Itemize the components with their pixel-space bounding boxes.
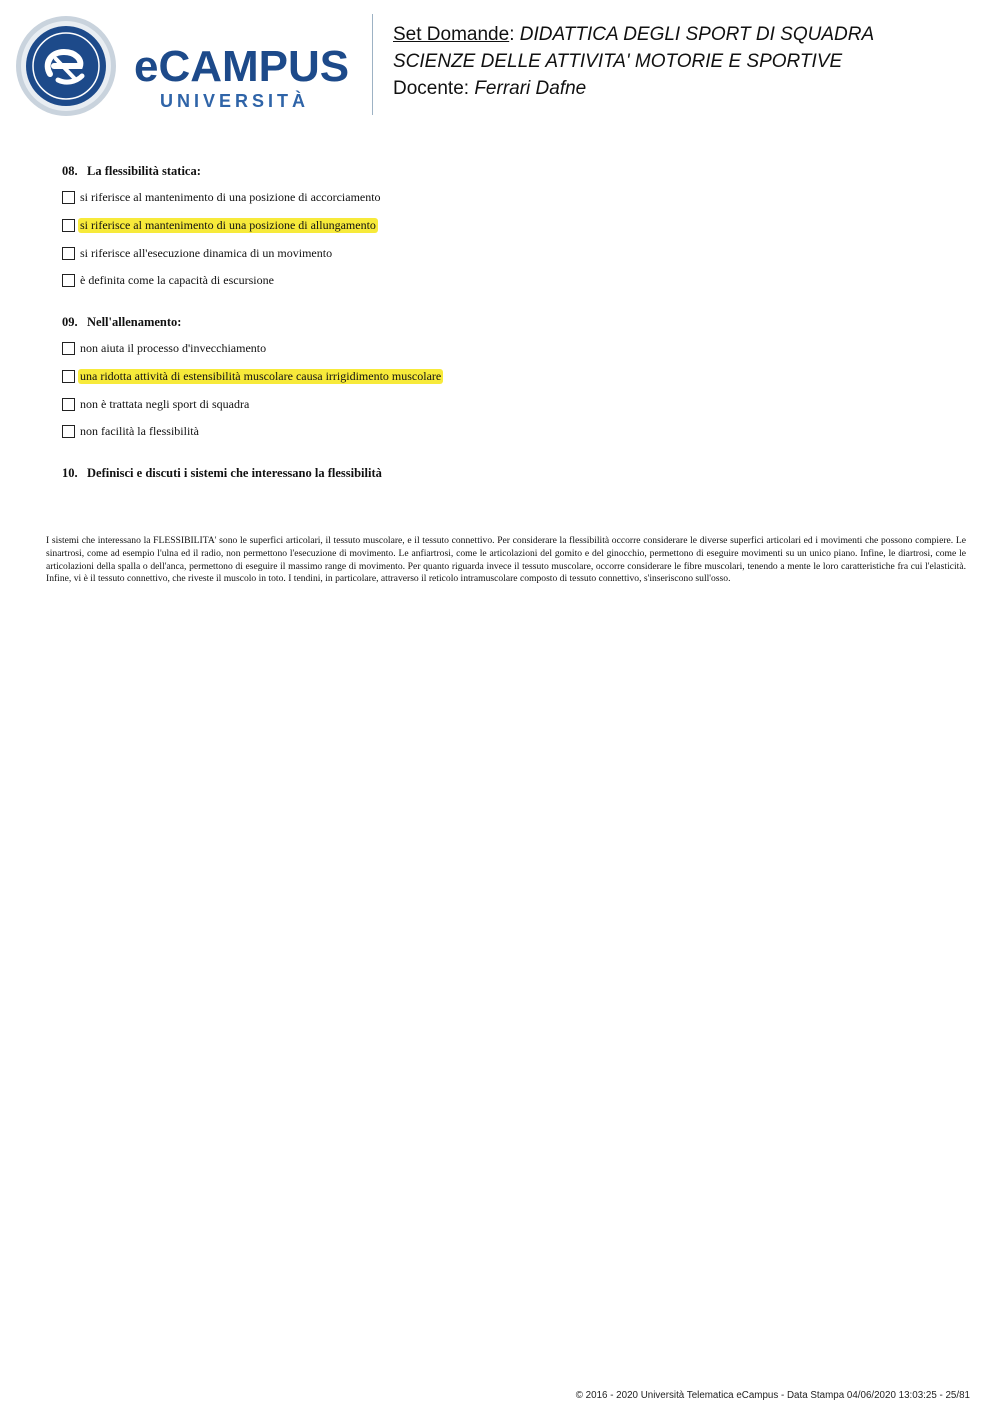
q09-option-1[interactable]	[62, 340, 268, 356]
checkbox[interactable]	[62, 191, 75, 204]
q08-option-2[interactable]	[62, 217, 378, 233]
option-text: una ridotta attività di estensibilità muscolare causa irrigidimento muscolare	[80, 368, 442, 383]
q08-option-3[interactable]	[62, 245, 334, 261]
svg-text:eCAMPUS: eCAMPUS	[134, 42, 350, 91]
question-09	[62, 315, 181, 330]
header-info	[393, 21, 874, 102]
option-text: è definita come la capacità di escursione	[80, 272, 274, 287]
option-text: si riferisce al mantenimento di una posizione di accorciamento	[80, 189, 381, 204]
checkbox[interactable]	[62, 219, 75, 232]
checkbox[interactable]	[62, 425, 75, 438]
question-text: La flessibilità statica:	[87, 164, 201, 178]
answer-text: I sistemi che interessano la FLESSIBILITA' sono le superfici articolari, il tessuto muscolare, e il tessuto connettivo. Per considerare la flessibilità occorre considerare le diverse superfici articolari ed i movimenti che possono compiere. Le sinartrosi, come ad esempio l'ulna ed il radio, non permettono l'esecuzione di movimento. Le anfiartrosi, come le articolazioni del gomito e del ginocchio, permettono di eseguire movimenti su un unico piano. Infine, le diartrosi, come le articolazioni della spalla o dell'anca, permettono di eseguire il massimo range di movimento. Per quanto riguarda invece il tessuto muscolare, occorre considerare le fibre muscolari, tenendo a mente le loro caratteristiche fra cui l'elasticità. Infine, vi è il tessuto connettivo, che riveste il muscolo in toto. I tendini, in particolare, attraverso il reticolo intramuscolare composto di tessuto connettivo, s'inseriscono sull'osso.	[46, 535, 966, 585]
docente-line	[393, 75, 874, 102]
checkbox[interactable]	[62, 274, 75, 287]
header-divider	[372, 14, 373, 115]
set-title: DIDATTICA DEGLI SPORT DI SQUADRA	[519, 24, 875, 45]
question-number: 10.	[62, 466, 78, 480]
checkbox[interactable]	[62, 247, 75, 260]
ecampus-logo	[14, 14, 364, 118]
question-08	[62, 164, 201, 179]
page-footer: © 2016 - 2020 Università Telematica eCampus - Data Stampa 04/06/2020 13:03:25 - 25/81	[575, 1390, 970, 1401]
question-text: Nell'allenamento:	[87, 315, 182, 329]
checkbox[interactable]	[62, 342, 75, 355]
checkbox[interactable]	[62, 370, 75, 383]
set-colon: :	[509, 24, 520, 45]
course-title: SCIENZE DELLE ATTIVITA' MOTORIE E SPORTIVE	[393, 51, 843, 72]
q09-option-2[interactable]	[62, 368, 443, 384]
svg-text:UNIVERSITÀ: UNIVERSITÀ	[160, 91, 310, 111]
option-text: non aiuta il processo d'invecchiamento	[80, 340, 267, 355]
q09-option-3[interactable]	[62, 396, 251, 412]
docente-label: Docente:	[393, 78, 475, 99]
set-label: Set Domande	[393, 24, 510, 45]
option-text: si riferisce all'esecuzione dinamica di un movimento	[80, 245, 333, 260]
question-number: 09.	[62, 315, 78, 329]
option-text: non facilità la flessibilità	[80, 423, 199, 438]
question-number: 08.	[62, 164, 78, 178]
question-text: Definisci e discuti i sistemi che interessano la flessibilità	[87, 466, 382, 480]
question-10	[62, 466, 382, 481]
q08-option-4[interactable]	[62, 272, 276, 288]
checkbox[interactable]	[62, 398, 75, 411]
page-header	[0, 0, 1000, 130]
course-line	[393, 48, 874, 75]
set-line	[393, 21, 874, 48]
q08-option-1[interactable]	[62, 189, 383, 205]
docente-name: Ferrari Dafne	[474, 78, 587, 99]
option-text: non è trattata negli sport di squadra	[80, 396, 250, 411]
q09-option-4[interactable]	[62, 423, 201, 439]
option-text: si riferisce al mantenimento di una posizione di allungamento	[80, 217, 376, 232]
